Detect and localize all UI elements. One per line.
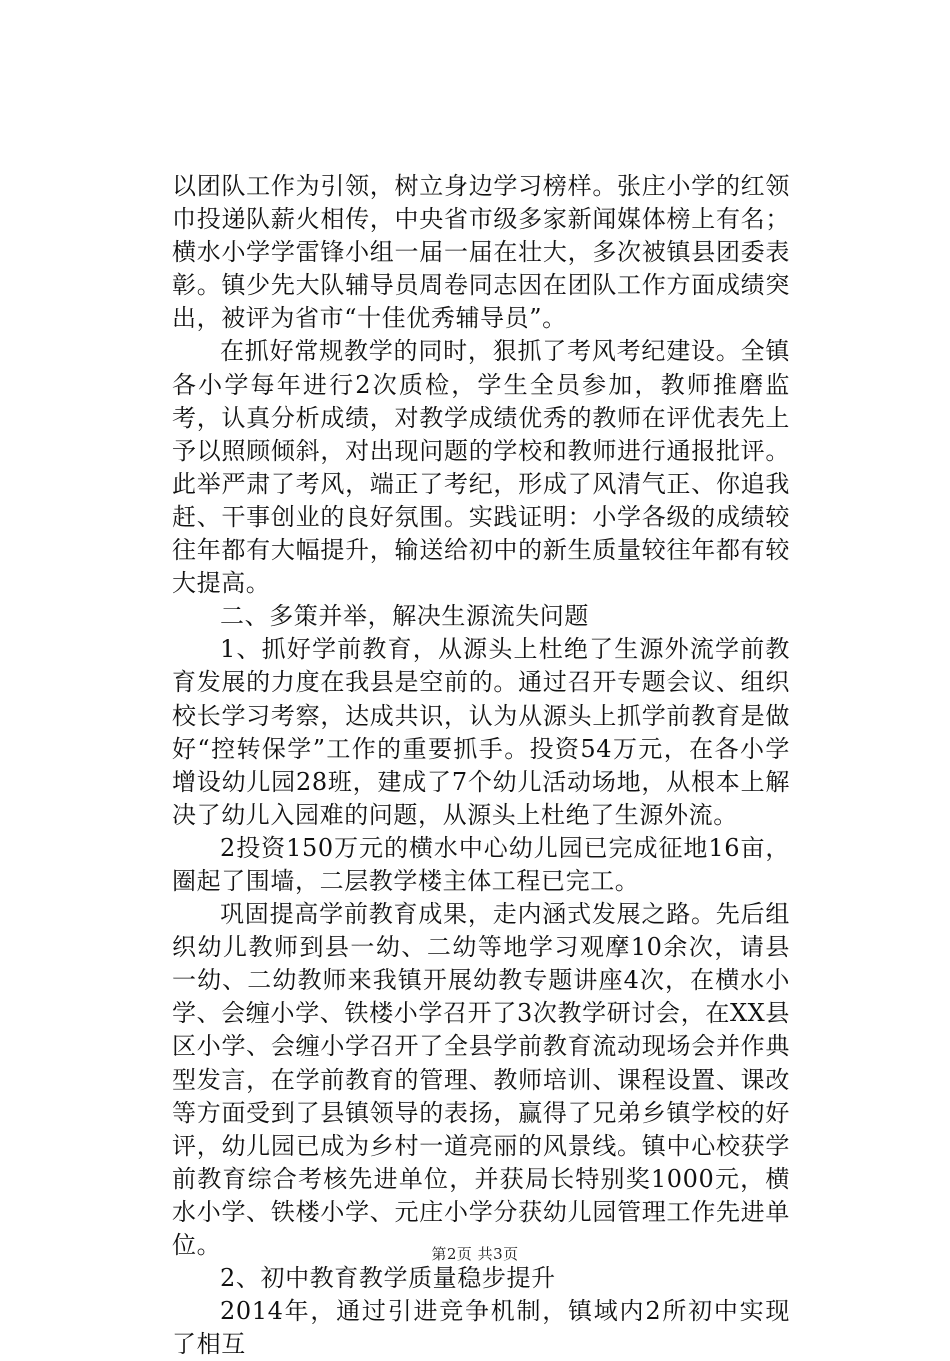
page-number: 第2页 共3页 xyxy=(431,1245,519,1263)
paragraph: 巩固提高学前教育成果，走内涵式发展之路。先后组织幼儿教师到县一幼、二幼等地学习观摩10余次，请县一幼、二幼教师来我镇开展幼教专题讲座4次，在横水小学、会缠小学、铁楼小学召开了3次教学研讨会，在XX县区小学、会缠小学召开了全县学前教育流动现场会并作典型发言，在学前教育的管理、教师培训、课程设置、课改等方面受到了县镇领导的表扬，赢得了兄弟乡镇学校的好评，幼儿园已成为乡村一道亮丽的风景线。镇中心校获学前教育综合考核先进单位，并获局长特别奖1000元，横水小学、铁楼小学、元庄小学分获幼儿园管理工作先进单位。 xyxy=(172,900,790,1259)
paragraph: 在抓好常规教学的同时，狠抓了考风考纪建设。全镇各小学每年进行2次质检，学生全员参加，教师推磨监考，认真分析成绩，对教学成绩优秀的教师在评优表先上予以照顾倾斜，对出现问题的学校和教师进行通报批评。此举严肃了考风，端正了考纪，形成了风清气正、你追我赶、干事创业的良好氛围。实践证明：小学各级的成绩较往年都有大幅提升，输送给初中的新生质量较往年都有较大提高。 xyxy=(172,337,790,598)
paragraph: 2014年，通过引进竞争机制，镇域内2所初中实现了相互 xyxy=(172,1297,790,1359)
section-heading: 二、多策并举，解决生源流失问题 xyxy=(220,602,589,631)
section-heading: 2、初中教育教学质量稳步提升 xyxy=(220,1264,556,1293)
paragraph: 1、抓好学前教育，从源头上杜绝了生源外流学前教育发展的力度在我县是空前的。通过召开专题会议、组织校长学习考察，达成共识，认为从源头上抓学前教育是做好“控转保学”工作的重要抓手。投资54万元，在各小学增设幼儿园28班，建成了7个幼儿活动场地，从根本上解决了幼儿入园难的问题，从源头上杜绝了生源外流。 xyxy=(172,635,790,829)
paragraph: 2投资150万元的横水中心幼儿园已完成征地16亩，圈起了围墙，二层教学楼主体工程已完工。 xyxy=(172,833,790,895)
document-body xyxy=(172,170,790,1361)
paragraph: 以团队工作为引领，树立身边学习榜样。张庄小学的红领巾投递队薪火相传，中央省市级多家新闻媒体榜上有名；横水小学学雷锋小组一届一届在壮大，多次被镇县团委表彰。镇少先大队辅导员周卷同志因在团队工作方面成绩突出，被评为省市“十佳优秀辅导员”。 xyxy=(172,172,790,333)
page-footer xyxy=(0,1243,950,1264)
